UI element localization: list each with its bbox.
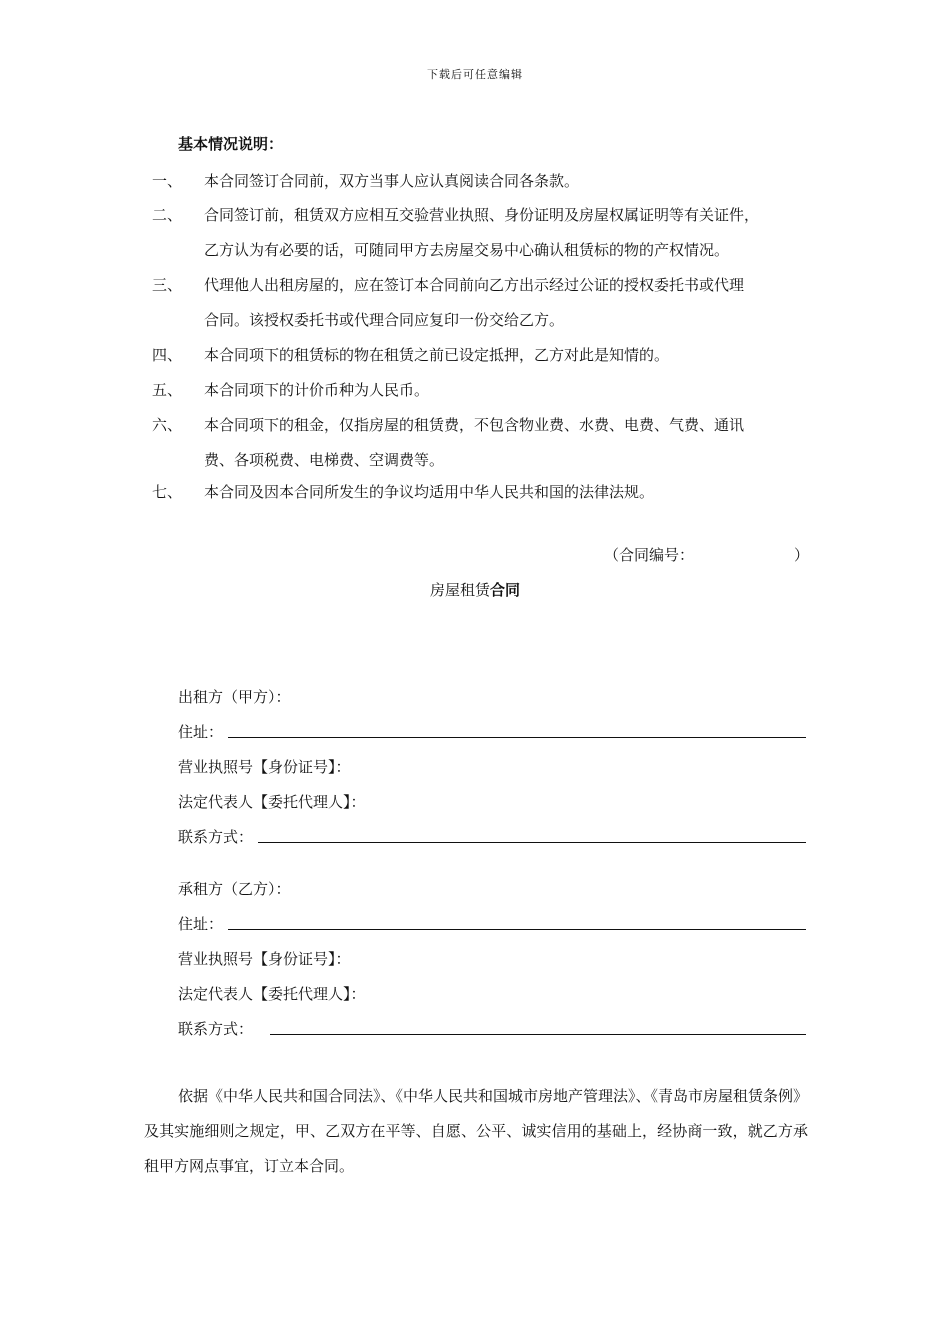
lessor-representative-label: 法定代表人【委托代理人】： xyxy=(178,793,366,811)
lessee-heading: 承租方（乙方）： xyxy=(178,880,291,898)
item-number: 六、 xyxy=(152,416,183,434)
item-text: 本合同项下的计价币种为人民币。 xyxy=(204,381,430,399)
lessor-heading: 出租方（甲方）： xyxy=(178,688,291,706)
item-number: 七、 xyxy=(152,483,183,501)
item-text: 本合同签订合同前，双方当事人应认真阅读合同各条款。 xyxy=(204,172,580,190)
preamble-paragraph: 依据《中华人民共和国合同法》、《中华人民共和国城市房地产管理法》、《青岛市房屋租赁条例》及其实施细则之规定，甲、乙双方在平等、自愿、公平、诚实信用的基础上，经协商一致，就乙方承租甲方网点事宜，订立本合同。 xyxy=(144,1087,809,1175)
lessor-address-line xyxy=(228,737,806,738)
lessor-license-label: 营业执照号【身份证号】： xyxy=(178,758,351,776)
lessor-address-label: 住址： xyxy=(178,723,224,741)
item-number: 二、 xyxy=(152,206,183,224)
item-text: 本合同项下的租金，仅指房屋的租赁费，不包含物业费、水费、电费、气费、通讯 xyxy=(204,416,745,434)
item-number: 四、 xyxy=(152,346,183,364)
lessor-contact-line xyxy=(258,842,806,843)
item-text: 合同。该授权委托书或代理合同应复印一份交给乙方。 xyxy=(204,311,565,329)
contract-number-open: （合同编号： xyxy=(604,546,695,564)
document-title xyxy=(0,579,950,600)
item-number: 三、 xyxy=(152,276,183,294)
contract-number xyxy=(604,544,809,565)
lessee-contact-line xyxy=(270,1034,806,1035)
page-header-note: 下载后可任意编辑 xyxy=(427,68,523,81)
item-text: 本合同项下的租赁标的物在租赁之前已设定抵押，乙方对此是知情的。 xyxy=(204,346,670,364)
contract-number-close: ） xyxy=(794,546,810,564)
lessee-license-label: 营业执照号【身份证号】： xyxy=(178,950,351,968)
basic-info-title: 基本情况说明： xyxy=(178,135,284,153)
lessee-contact-label: 联系方式： xyxy=(178,1020,254,1038)
item-text: 乙方认为有必要的话，可随同甲方去房屋交易中心确认租赁标的物的产权情况。 xyxy=(204,241,730,259)
lessee-representative-label: 法定代表人【委托代理人】： xyxy=(178,985,366,1003)
document-title-part2: 合同 xyxy=(490,581,521,599)
document-title-part1: 房屋租赁 xyxy=(429,581,490,599)
item-text: 本合同及因本合同所发生的争议均适用中华人民共和国的法律法规。 xyxy=(204,483,655,501)
item-number: 五、 xyxy=(152,381,183,399)
item-text: 费、各项税费、电梯费、空调费等。 xyxy=(204,451,445,469)
lessor-contact-label: 联系方式： xyxy=(178,828,254,846)
lessee-address-line xyxy=(228,929,806,930)
item-text: 合同签订前，租赁双方应相互交验营业执照、身份证明及房屋权属证明等有关证件， xyxy=(204,206,760,224)
item-number: 一、 xyxy=(152,172,183,190)
lessee-address-label: 住址： xyxy=(178,915,224,933)
item-text: 代理他人出租房屋的，应在签订本合同前向乙方出示经过公证的授权委托书或代理 xyxy=(204,276,745,294)
